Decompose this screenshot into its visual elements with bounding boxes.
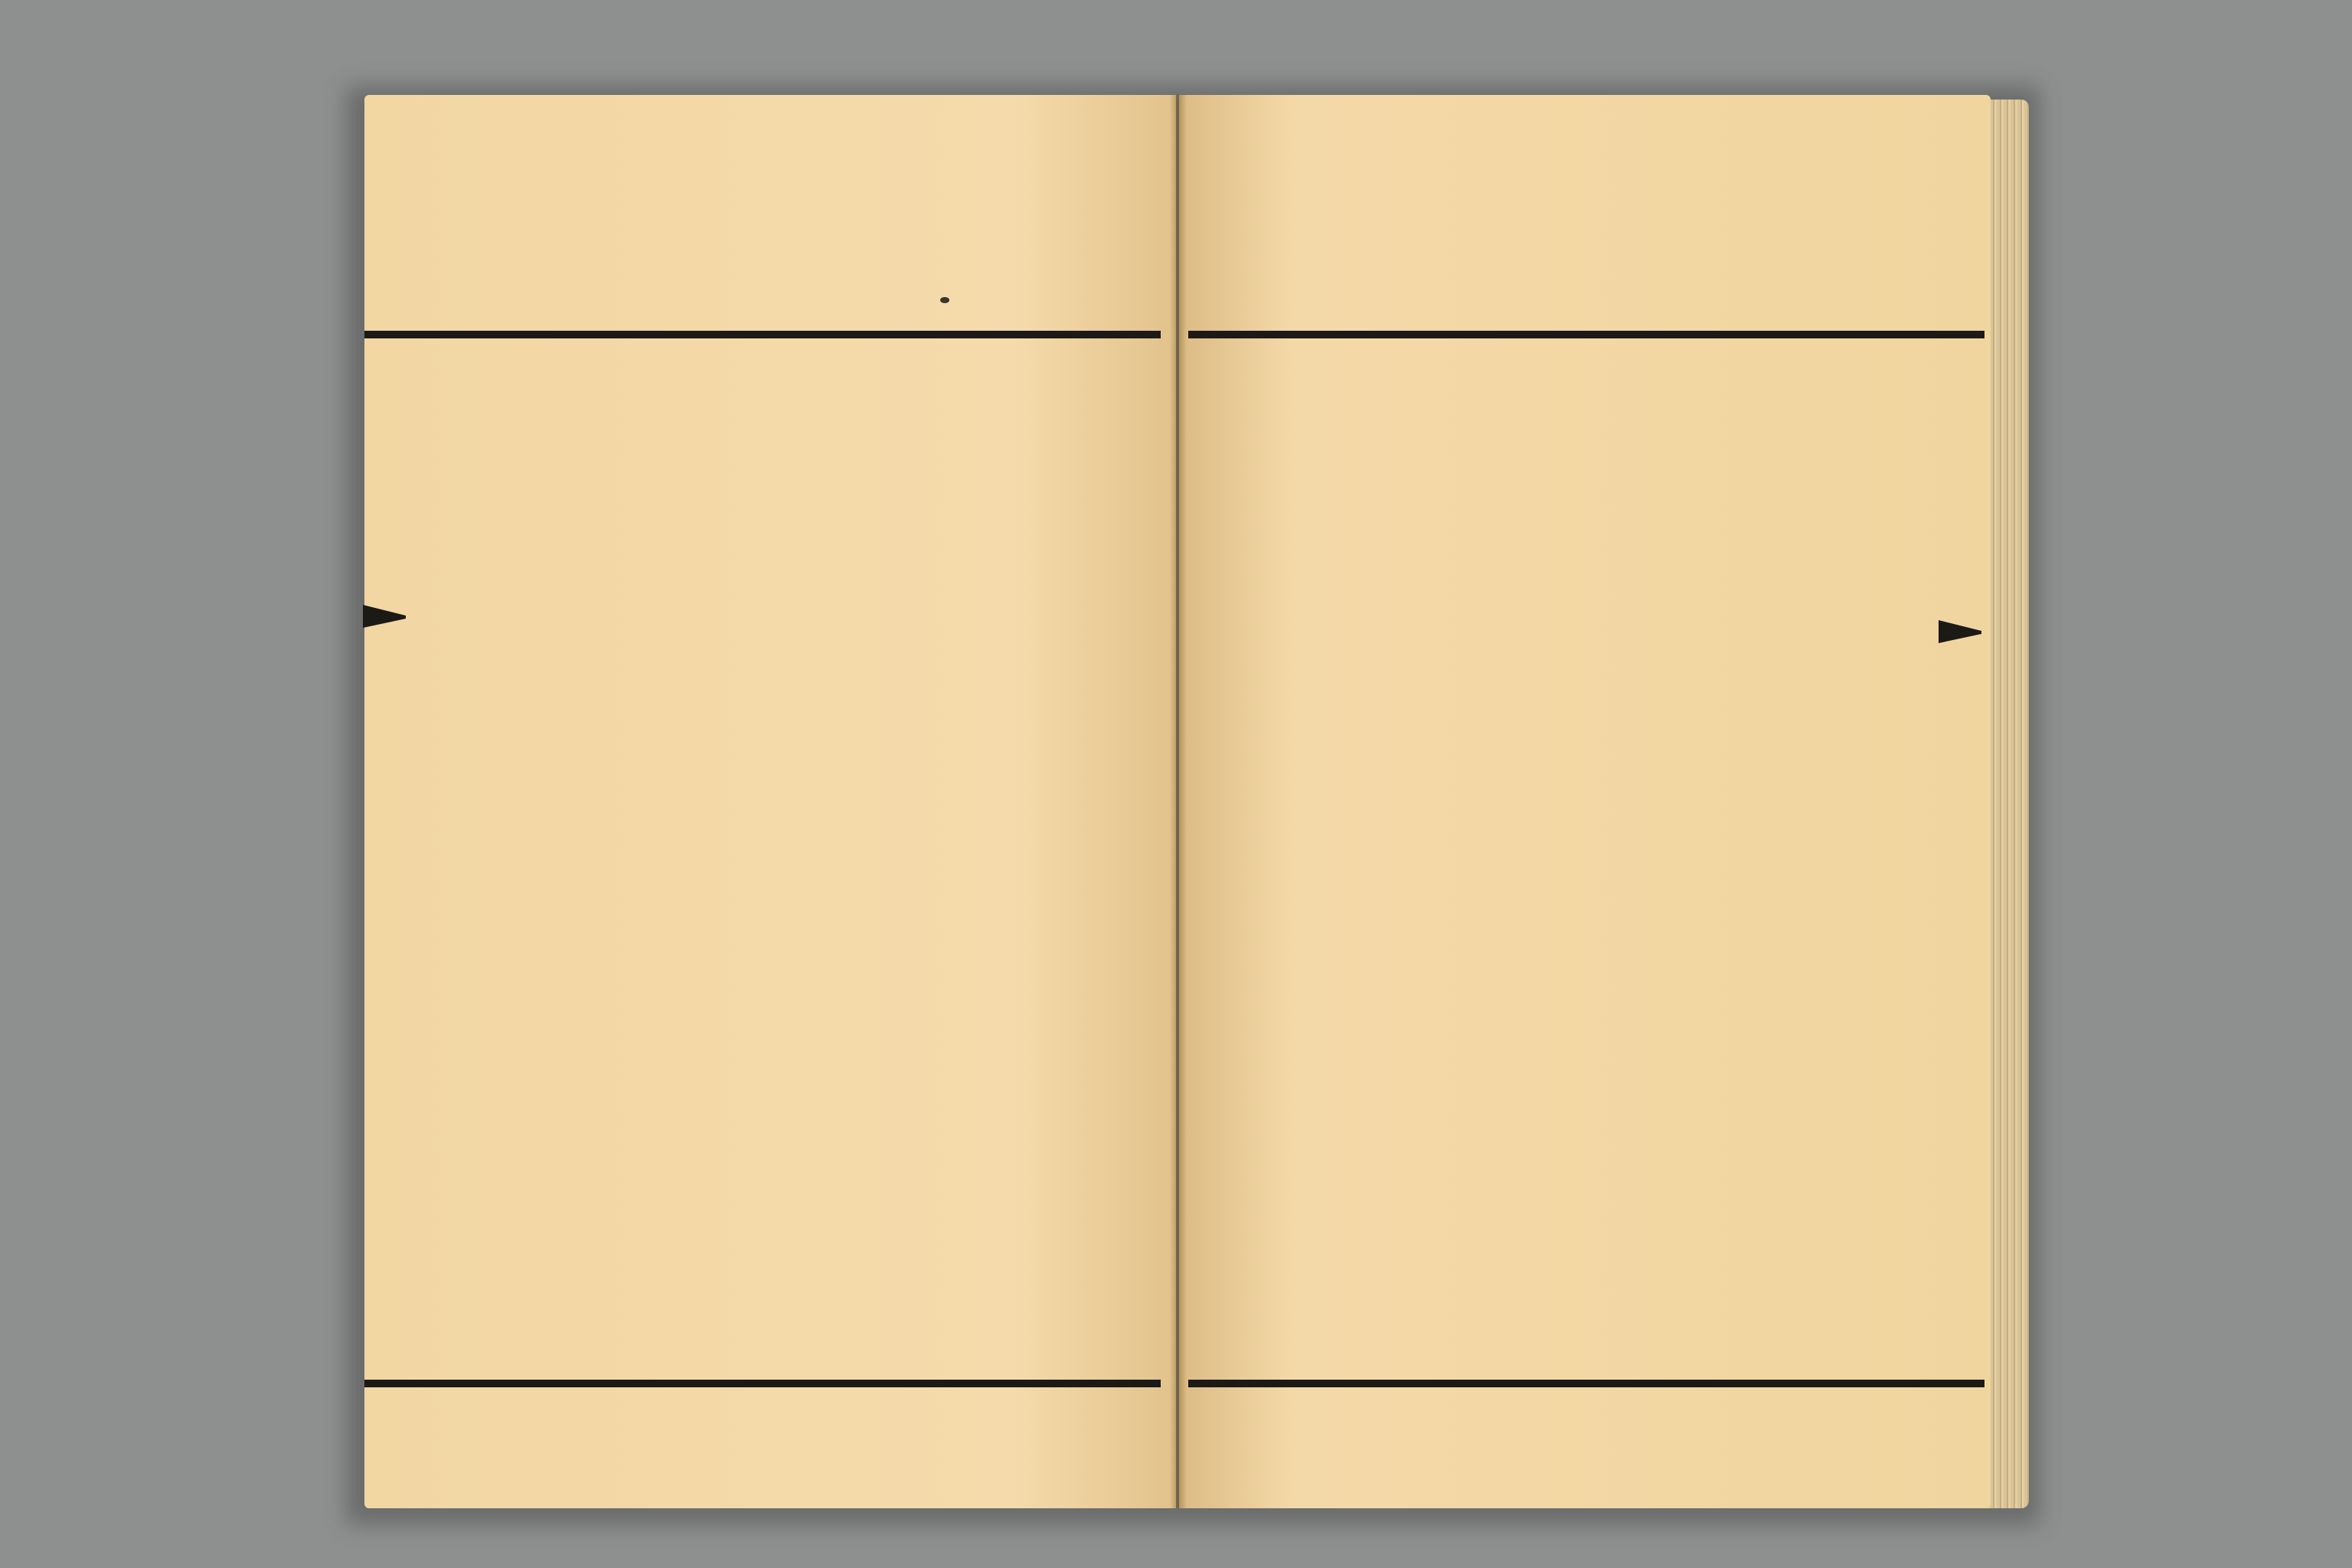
left-text-frame	[364, 331, 1161, 1387]
book-gutter	[1170, 95, 1187, 1508]
fish-tail-mark-left	[363, 605, 406, 628]
right-text-frame	[1188, 331, 1984, 1387]
ink-speck	[940, 297, 949, 303]
fish-tail-mark-right	[1939, 620, 1981, 643]
